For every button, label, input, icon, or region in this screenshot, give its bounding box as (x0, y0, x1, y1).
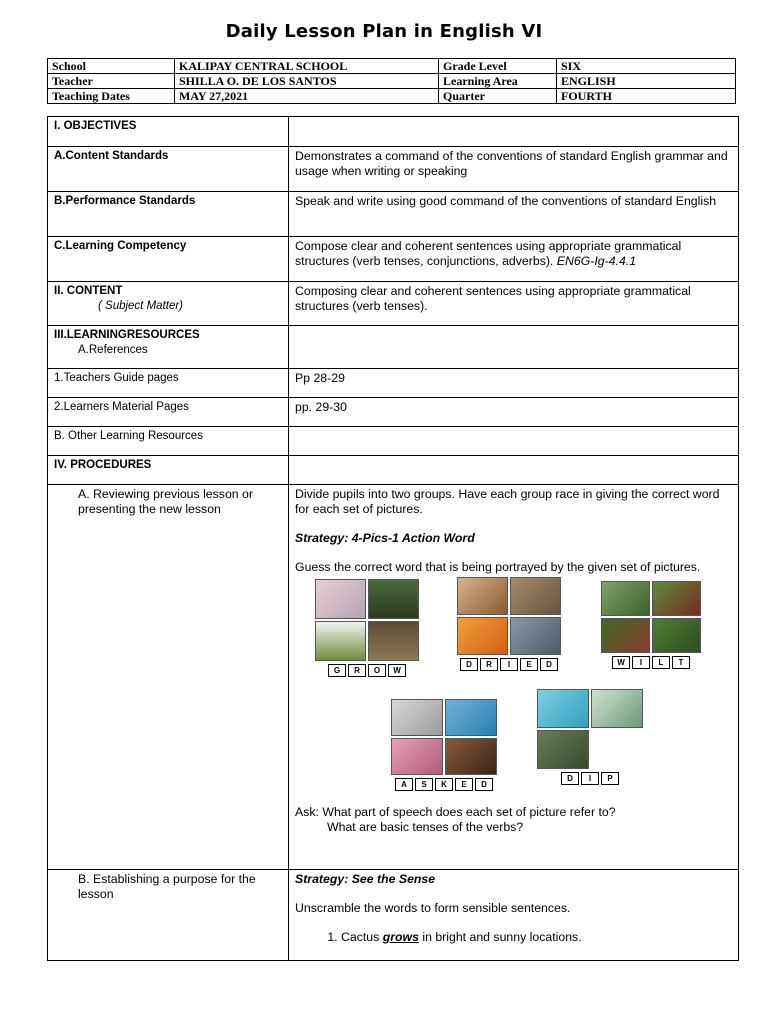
info-table (47, 58, 736, 104)
dip-picture-1 (537, 689, 589, 728)
asked-picture-4 (445, 738, 497, 775)
letter-box: R (480, 658, 498, 671)
grow-picture-4 (368, 621, 419, 661)
sentence-verb: grows (382, 930, 419, 944)
letter-box: E (455, 778, 473, 791)
info-row (48, 59, 736, 74)
teacher-label: Teacher (48, 74, 175, 89)
procedure-a-guess: Guess the correct word that is being portrayed by the given set of pictures. (295, 560, 701, 574)
letter-box: A (395, 778, 413, 791)
procedure-b-row (48, 870, 739, 961)
procedure-a-cell (289, 485, 739, 870)
picture-set-dip (537, 689, 643, 785)
letter-box: P (601, 772, 619, 785)
wilt-picture-3 (601, 618, 650, 653)
content-standards-row (48, 147, 739, 192)
school-label: School (48, 59, 175, 74)
asked-picture-1 (391, 699, 443, 736)
content-label-cell (48, 282, 289, 326)
procedures-empty (289, 456, 739, 485)
picture-puzzles (295, 575, 732, 805)
picture-set-asked (391, 699, 497, 791)
performance-standards-text: Speak and write using good command of the conventions of standard English (289, 192, 739, 237)
letter-box: D (540, 658, 558, 671)
learners-material-value: pp. 29-30 (289, 398, 739, 427)
grade-label: Grade Level (439, 59, 557, 74)
content-row (48, 282, 739, 326)
resources-row (48, 326, 739, 369)
sentence-start: Cactus (341, 930, 383, 944)
grow-picture-2 (368, 579, 419, 619)
wilt-letters (601, 656, 701, 669)
area-value: ENGLISH (557, 74, 736, 89)
content-text: Composing clear and coherent sentences using appropriate grammatical structures (verb tenses). (289, 282, 739, 326)
procedure-b-intro: Unscramble the words to form sensible sentences. (295, 901, 571, 915)
procedure-a-row (48, 485, 739, 870)
performance-standards-label: B.Performance Standards (48, 192, 289, 237)
learning-competency-text: Compose clear and coherent sentences using appropriate grammatical structures (verb tenses, conjunctions, adverbs). (295, 239, 682, 268)
teachers-guide-value: Pp 28-29 (289, 369, 739, 398)
dried-picture-1 (457, 577, 508, 615)
picture-set-wilt (601, 581, 701, 669)
procedure-a-ask1: Ask: What part of speech does each set of picture refer to? (295, 805, 616, 819)
content-standards-label: A.Content Standards (48, 147, 289, 192)
letter-box: E (520, 658, 538, 671)
procedures-row (48, 456, 739, 485)
procedures-heading: IV. PROCEDURES (48, 456, 289, 485)
dried-picture-2 (510, 577, 561, 615)
letter-box: D (460, 658, 478, 671)
learning-competency-row (48, 237, 739, 282)
letter-box: D (561, 772, 579, 785)
dried-picture-4 (510, 617, 561, 655)
asked-picture-3 (391, 738, 443, 775)
info-row (48, 74, 736, 89)
area-label: Learning Area (439, 74, 557, 89)
resources-label-cell (48, 326, 289, 369)
letter-box: W (612, 656, 630, 669)
procedure-a-intro: Divide pupils into two groups. Have each group race in giving the correct word for each set of pictures. (295, 487, 720, 516)
content-subheading: ( Subject Matter) (98, 300, 183, 312)
references-label: A.References (78, 344, 148, 356)
asked-letters (391, 778, 497, 791)
grow-pictures (315, 579, 419, 661)
content-standards-text: Demonstrates a command of the conventions of standard English grammar and usage when writing or speaking (289, 147, 739, 192)
teachers-guide-row (48, 369, 739, 398)
dates-value: MAY 27,2021 (175, 89, 439, 104)
quarter-value: FOURTH (557, 89, 736, 104)
other-resources-row (48, 427, 739, 456)
content-heading: II. CONTENT (54, 285, 123, 297)
dip-picture-4 (591, 730, 643, 769)
learning-competency-cell (289, 237, 739, 282)
letter-box: D (475, 778, 493, 791)
learners-material-row (48, 398, 739, 427)
teacher-value: SHILLA O. DE LOS SANTOS (175, 74, 439, 89)
dried-letters (457, 658, 561, 671)
performance-standards-row (48, 192, 739, 237)
letter-box: I (500, 658, 518, 671)
procedure-a-strategy: Strategy: 4-Pics-1 Action Word (295, 531, 475, 545)
letter-box: L (652, 656, 670, 669)
picture-set-dried (457, 577, 561, 671)
letter-box: T (672, 656, 690, 669)
quarter-label: Quarter (439, 89, 557, 104)
competency-code: EN6G-Ig-4.4.1 (556, 254, 637, 268)
objectives-empty (289, 117, 739, 147)
letter-box: W (388, 664, 406, 677)
info-row (48, 89, 736, 104)
dried-picture-3 (457, 617, 508, 655)
dip-picture-3 (537, 730, 589, 769)
procedure-a-label: A. Reviewing previous lesson or presenting the new lesson (48, 485, 289, 870)
other-resources-label: B. Other Learning Resources (48, 427, 289, 456)
sentence-item (341, 930, 732, 945)
grow-picture-3 (315, 621, 366, 661)
asked-picture-2 (445, 699, 497, 736)
letter-box: S (415, 778, 433, 791)
wilt-picture-2 (652, 581, 701, 616)
learners-material-label: 2.Learners Material Pages (48, 398, 289, 427)
dip-pictures (537, 689, 643, 769)
dried-pictures (457, 577, 561, 655)
dates-label: Teaching Dates (48, 89, 175, 104)
grade-value: SIX (557, 59, 736, 74)
grow-picture-1 (315, 579, 366, 619)
wilt-pictures (601, 581, 701, 653)
other-resources-empty (289, 427, 739, 456)
objectives-row (48, 117, 739, 147)
picture-set-grow (315, 579, 419, 677)
letter-box: O (368, 664, 386, 677)
sentence-end: in bright and sunny locations. (418, 930, 582, 944)
learning-competency-label: C.Learning Competency (48, 237, 289, 282)
school-value: KALIPAY CENTRAL SCHOOL (175, 59, 439, 74)
letter-box: G (328, 664, 346, 677)
document-title: Daily Lesson Plan in English VI (225, 21, 543, 42)
lesson-table (47, 116, 739, 961)
objectives-heading: I. OBJECTIVES (48, 117, 289, 147)
wilt-picture-4 (652, 618, 701, 653)
procedure-b-label: B. Establishing a purpose for the lesson (48, 870, 289, 961)
resources-empty (289, 326, 739, 369)
resources-heading: III.LEARNINGRESOURCES (54, 329, 200, 341)
letter-box: I (581, 772, 599, 785)
letter-box: K (435, 778, 453, 791)
dip-letters (537, 772, 643, 785)
teachers-guide-label: 1.Teachers Guide pages (48, 369, 289, 398)
letter-box: R (348, 664, 366, 677)
procedure-b-cell (289, 870, 739, 961)
sentence-list (295, 930, 732, 945)
wilt-picture-1 (601, 581, 650, 616)
procedure-a-ask2: What are basic tenses of the verbs? (327, 820, 524, 834)
letter-box: I (632, 656, 650, 669)
dip-picture-2 (591, 689, 643, 728)
asked-pictures (391, 699, 497, 775)
procedure-b-strategy: Strategy: See the Sense (295, 872, 436, 886)
grow-letters (315, 664, 419, 677)
